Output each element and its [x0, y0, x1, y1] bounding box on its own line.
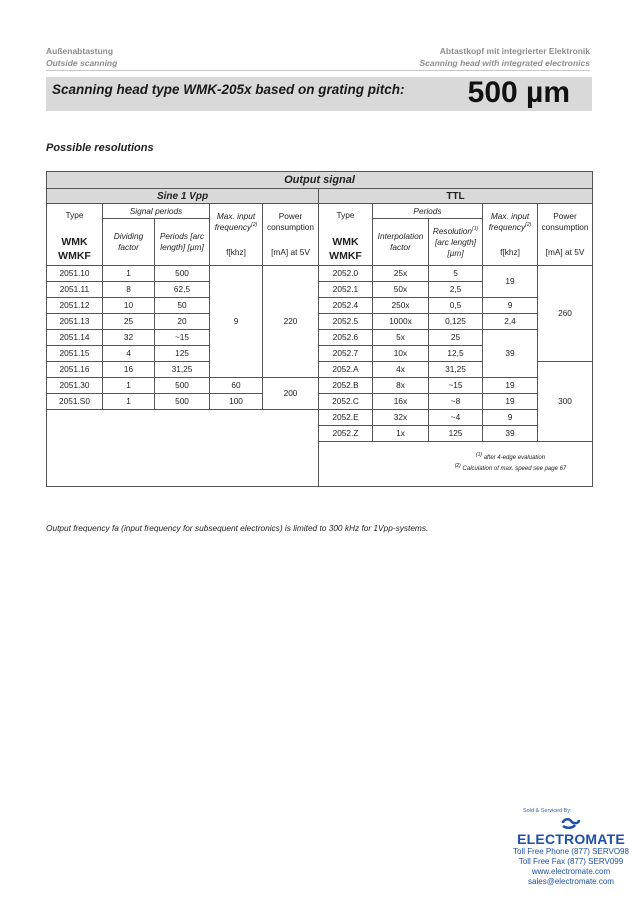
table-row [47, 298, 593, 314]
distributor-email[interactable]: sales@electromate.com [528, 877, 614, 886]
sine-power-cell: 220 [263, 266, 319, 378]
resolution-cell: 12,5 [429, 346, 483, 362]
brand-name [513, 815, 629, 847]
title-bar [46, 77, 592, 111]
resolution-cell: ~4 [429, 410, 483, 426]
interpolation-cell: 16x [373, 394, 429, 410]
interpolation-cell: 250x [373, 298, 429, 314]
interpolation-factor-header: Interpolation factor [373, 219, 429, 266]
ttl-type-cell: 2052.Z [319, 426, 373, 442]
ttl-header: TTL [319, 189, 593, 204]
note-2 [319, 464, 592, 475]
ttl-frequency-cell: 39 [483, 426, 538, 442]
resolution-cell: 31,25 [429, 362, 483, 378]
note-2-marker: (2) [454, 463, 461, 469]
power-consumption-label: Power consumption [266, 211, 315, 232]
dividing-factor-cell: 1 [103, 266, 155, 282]
ttl-type-cell: 2052.1 [319, 282, 373, 298]
ttl-power-cell: 260 [538, 266, 593, 362]
ttl-type-cell: 2052.5 [319, 314, 373, 330]
table-row [47, 330, 593, 346]
distributor-phone: Toll Free Phone (877) SERVO98 [513, 847, 629, 856]
sine-frequency-cell: 60 [210, 378, 263, 394]
sold-by-label: Sold & Serviced By: [523, 808, 572, 814]
page-title: Scanning head type WMK-205x based on grating pitch: [52, 82, 405, 97]
ttl-type-cell: 2052.A [319, 362, 373, 378]
sine-header: Sine 1 Vpp [47, 189, 319, 204]
interpolation-cell: 50x [373, 282, 429, 298]
footnote-text: Output frequency fa (input frequency for subsequent electronics) is limited to 300 kHz for 1Vpp-systems. [46, 523, 429, 533]
resolution-cell: 0,5 [429, 298, 483, 314]
periods-cell: 50 [155, 298, 210, 314]
note-1-text: after 4-edge evaluation [482, 455, 546, 461]
dividing-factor-header: Dividing factor [103, 219, 155, 266]
fkhz-ttl-label: f[khz] [500, 247, 520, 257]
sine-type-cell: 2051.30 [47, 378, 103, 394]
resolution-cell: 25 [429, 330, 483, 346]
ttl-type-cell: 2052.B [319, 378, 373, 394]
dividing-factor-cell: 25 [103, 314, 155, 330]
interpolation-cell: 5x [373, 330, 429, 346]
ttl-power-cell: 300 [538, 362, 593, 442]
ttl-frequency-cell: 19 [483, 266, 538, 298]
table-row [47, 266, 593, 282]
resolution-cell: 0,125 [429, 314, 483, 330]
sine-type-cell: 2051.14 [47, 330, 103, 346]
empty-sine-area [47, 410, 319, 487]
ttl-periods-header: Periods [373, 204, 483, 219]
sine-type-cell: 2051.15 [47, 346, 103, 362]
ttl-footnote-2-marker: (2) [525, 222, 532, 229]
periods-cell: 62,5 [155, 282, 210, 298]
distributor-website[interactable]: www.electromate.com [531, 867, 611, 876]
dividing-factor-cell: 1 [103, 378, 155, 394]
dividing-factor-cell: 10 [103, 298, 155, 314]
ma-at-5v-label: [mA] at 5V [271, 247, 310, 257]
ttl-power-consumption-header [538, 204, 593, 266]
dividing-factor-cell: 32 [103, 330, 155, 346]
periods-cell: 31,25 [155, 362, 210, 378]
ttl-frequency-cell: 39 [483, 330, 538, 378]
sine-type-cell: 2051.11 [47, 282, 103, 298]
power-consumption-header [263, 204, 319, 266]
distributor-logo [513, 808, 629, 887]
sine-type-cell: 2051.12 [47, 298, 103, 314]
brand-text: ELECTROMATE [517, 831, 625, 847]
resolution-cell: 5 [429, 266, 483, 282]
ttl-frequency-cell: 19 [483, 394, 538, 410]
dividing-factor-cell: 16 [103, 362, 155, 378]
table-row [47, 394, 593, 410]
signal-periods-header: Signal periods [103, 204, 210, 219]
dividing-factor-cell: 1 [103, 394, 155, 410]
section-title: Possible resolutions [46, 142, 154, 154]
ttl-power-consumption-label: Power consumption [541, 211, 589, 232]
ttl-type-cell: 2052.C [319, 394, 373, 410]
ttl-frequency-cell: 19 [483, 378, 538, 394]
ttl-max-input-frequency-header [483, 204, 538, 266]
sine-frequency-cell: 100 [210, 394, 263, 410]
sine-frequency-cell: 9 [210, 266, 263, 378]
header-right-english: Scanning head with integrated electronics [419, 58, 590, 68]
interpolation-cell: 4x [373, 362, 429, 378]
table-notes [319, 442, 593, 487]
fkhz-sine-label: f[khz] [226, 247, 246, 257]
interpolation-cell: 25x [373, 266, 429, 282]
resolutions-table [46, 171, 593, 487]
grating-pitch: 500 µm [467, 76, 570, 109]
ttl-type-cell: 2052.4 [319, 298, 373, 314]
max-input-frequency-header [210, 204, 263, 266]
ttl-type-cell: 2052.7 [319, 346, 373, 362]
resolution-cell: ~15 [429, 378, 483, 394]
ttl-type-cell: 2052.0 [319, 266, 373, 282]
type-header [47, 204, 103, 266]
electromate-icon [561, 817, 581, 829]
ttl-type-label: Type [336, 210, 355, 220]
output-signal-header: Output signal [47, 172, 593, 189]
wmkf-label: WMKF [58, 250, 91, 262]
periods-cell: 20 [155, 314, 210, 330]
ttl-wmk-label: WMK [332, 236, 359, 248]
sine-type-cell: 2051.S0 [47, 394, 103, 410]
arc-length-label: [arc length] [µm] [434, 236, 477, 258]
table-row [47, 314, 593, 330]
ttl-frequency-cell: 9 [483, 298, 538, 314]
periods-arc-header: Periods [arc length] [µm] [155, 219, 210, 266]
resolution-cell: 2,5 [429, 282, 483, 298]
interpolation-cell: 1000x [373, 314, 429, 330]
ttl-type-cell: 2052.E [319, 410, 373, 426]
ttl-wmkf-label: WMKF [329, 250, 362, 262]
dividing-factor-cell: 4 [103, 346, 155, 362]
ttl-frequency-cell: 2,4 [483, 314, 538, 330]
interpolation-cell: 8x [373, 378, 429, 394]
header-left-german: Außenabtastung [46, 46, 114, 56]
sine-type-cell: 2051.16 [47, 362, 103, 378]
dividing-factor-cell: 8 [103, 282, 155, 298]
max-input-frequency-label: Max. input frequency [214, 211, 256, 232]
table-row [47, 410, 593, 426]
periods-cell: 500 [155, 378, 210, 394]
ttl-max-input-frequency-label: Max. input frequency [488, 211, 530, 232]
header-right [419, 45, 590, 69]
ttl-type-cell: 2052.6 [319, 330, 373, 346]
periods-cell: ~15 [155, 330, 210, 346]
ttl-type-header [319, 204, 373, 266]
interpolation-cell: 1x [373, 426, 429, 442]
header-left [46, 45, 117, 69]
distributor-fax: Toll Free Fax (877) SERV099 [518, 857, 624, 866]
footnote-1-marker: (1) [472, 225, 479, 232]
resolution-cell: ~8 [429, 394, 483, 410]
periods-cell: 500 [155, 266, 210, 282]
header-left-english: Outside scanning [46, 58, 118, 68]
ttl-ma-at-5v-label: [mA] at 5V [545, 247, 585, 257]
resolution-header [429, 219, 483, 266]
table-row [47, 378, 593, 394]
periods-cell: 125 [155, 346, 210, 362]
header-divider [46, 70, 590, 71]
resolution-cell: 125 [429, 426, 483, 442]
sine-type-cell: 2051.13 [47, 314, 103, 330]
interpolation-cell: 10x [373, 346, 429, 362]
footnote-2-marker: (2) [251, 222, 258, 229]
sine-power-cell: 200 [263, 378, 319, 410]
wmk-label: WMK [61, 236, 88, 248]
sine-type-cell: 2051.10 [47, 266, 103, 282]
interpolation-cell: 32x [373, 410, 429, 426]
ttl-frequency-cell: 9 [483, 410, 538, 426]
periods-cell: 500 [155, 394, 210, 410]
resolution-label: Resolution [432, 225, 473, 236]
note-1-marker: (1) [475, 452, 483, 458]
type-label: Type [65, 210, 84, 220]
note-2-text: Calculation of max. speed see page 67 [460, 466, 567, 472]
header-right-german: Abtastkopf mit integrierter Elektronik [439, 46, 590, 56]
